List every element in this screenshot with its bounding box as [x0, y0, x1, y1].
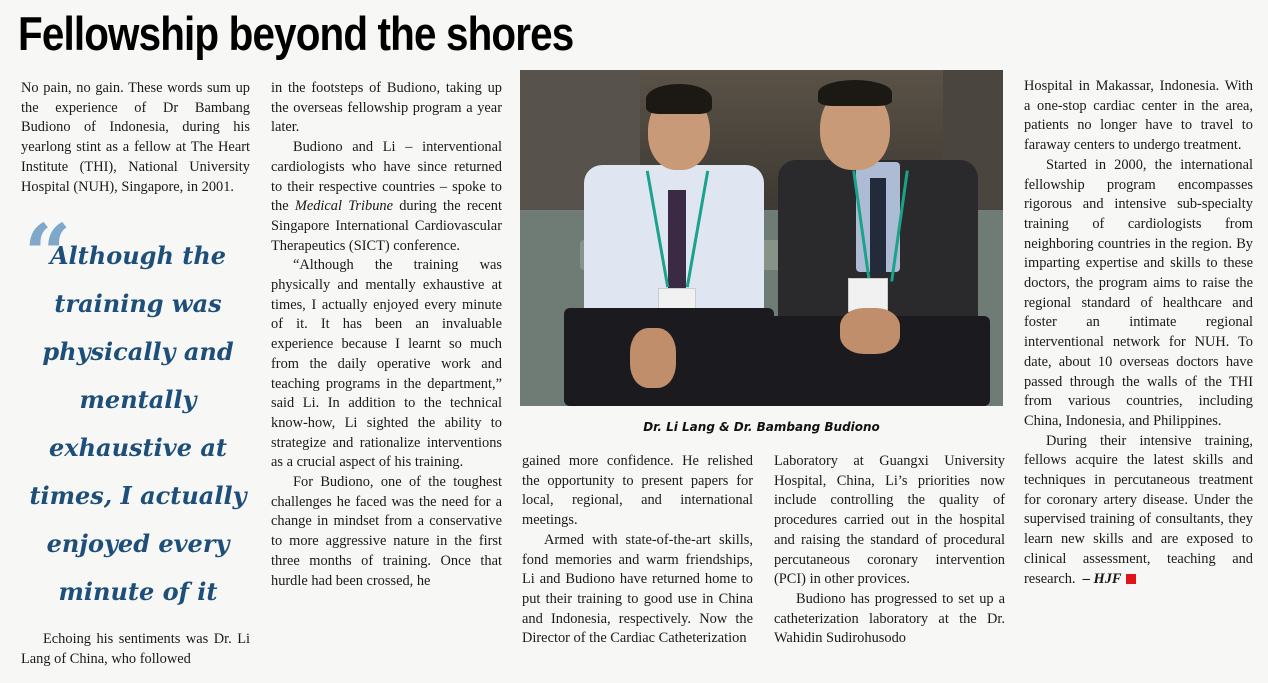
column-5 — [1024, 77, 1253, 589]
paragraph: Started in 2000, the international fellowship program encompasses rigorous and intensive sub-specialty training of cardiologists from neighboring countries in the region. By imparting expertise and skills to these doctors, the program aims to raise the regional standard of healthcare and foster an intimate regional interventional network for NUH. To date, about 10 overseas doctors have passed through the walls of the THI from various countries, including China, Indonesia, and Philippines. — [1024, 156, 1253, 429]
paragraph: For Budiono, one of the toughest challenges he faced was the need for a change in mindset from a conservative to more aggressive nature in the first three months of training. Once that hurdle had been crossed, he — [271, 474, 502, 589]
paragraph — [1024, 432, 1253, 590]
paragraph — [271, 138, 502, 256]
paragraph: gained more confidence. He relished the opportunity to present papers for local, regional, and international meetings. — [522, 453, 753, 529]
paragraph: Armed with state-of-the-art skills, fond memories and warm friendships, Li and Budiono have returned home to put their training to good use in China and Indonesia, respectively. Now the Director of the Cardiac Catheterization — [522, 531, 753, 647]
tie — [668, 190, 686, 290]
paragraph: Budiono has progressed to set up a catheterization laboratory at the Dr. Wahidin Sudirohusodo — [774, 590, 1005, 647]
hands — [840, 308, 900, 354]
end-mark-icon — [1126, 574, 1136, 584]
text-run: Budiono and Li – interventional cardiologists who have since returned to their respective countries – spoke to the — [271, 139, 502, 215]
hair — [646, 84, 712, 114]
paragraph: “Although the training was physically and mentally exhaustive at times, I actually enjoyed every minute of it. It has been an invaluable experience because I learnt so much from the daily operative work and teaching programs in the department,” said Li. In addition to the technical know-how, Li sighted the ability to strategize and rationalize interventions as a crucial aspect of his training. — [271, 257, 502, 471]
headline: Fellowship beyond the shores — [18, 7, 574, 60]
paragraph: Laboratory at Guangxi University Hospital, China, Li’s priorities now include controlling the quality of procedures carried out in the hospital and raising the standard of procedural percutaneous coronary intervention (PCI) in other provices. — [774, 453, 1005, 588]
pull-quote: Although the training was physically and mentally exhaustive at times, I actually enjoyed every minute of it — [29, 241, 247, 606]
column-1 — [21, 79, 250, 197]
paragraph: Echoing his sentiments was Dr. Li Lang of China, who followed — [21, 631, 250, 667]
column-3 — [522, 452, 753, 649]
column-2 — [271, 79, 502, 591]
column-4 — [774, 452, 1005, 649]
quote-mark-icon: “ — [24, 207, 72, 303]
text-run: during the recent Singapore International Cardiovascular Therapeutics (SICT) conference. — [271, 198, 503, 254]
paragraph: Hospital in Makassar, Indonesia. With a one-stop cardiac center in the area, patients no longer have to travel to faraway centers to undergo treatment. — [1024, 78, 1253, 154]
hands — [630, 328, 676, 388]
paragraph: in the footsteps of Budiono, taking up the overseas fellowship program a year later. — [271, 80, 502, 136]
paragraph: No pain, no gain. These words sum up the experience of Dr Bambang Budiono of Indonesia, during his yearlong stint as a fellow at The Heart Institute (THI), National University Hospital (NUH), Singapore, in 2001. — [21, 80, 250, 195]
column-1-bottom — [21, 630, 250, 669]
photo-two-doctors — [520, 70, 1003, 406]
name-badge — [848, 278, 888, 312]
photo-caption: Dr. Li Lang & Dr. Bambang Budiono — [643, 420, 880, 434]
tie — [870, 178, 886, 274]
hair — [818, 80, 892, 106]
text-run: During their intensive training, fellows acquire the latest skills and techniques in percutaneous treatment for coronary artery disease. Under the supervised training of consultants, they learn new skills and are exposed to clinical assessment, teaching and research. — [1024, 432, 1253, 587]
author-signature: – HJF — [1082, 570, 1122, 587]
publication-name: Medical Tribune — [294, 198, 393, 215]
